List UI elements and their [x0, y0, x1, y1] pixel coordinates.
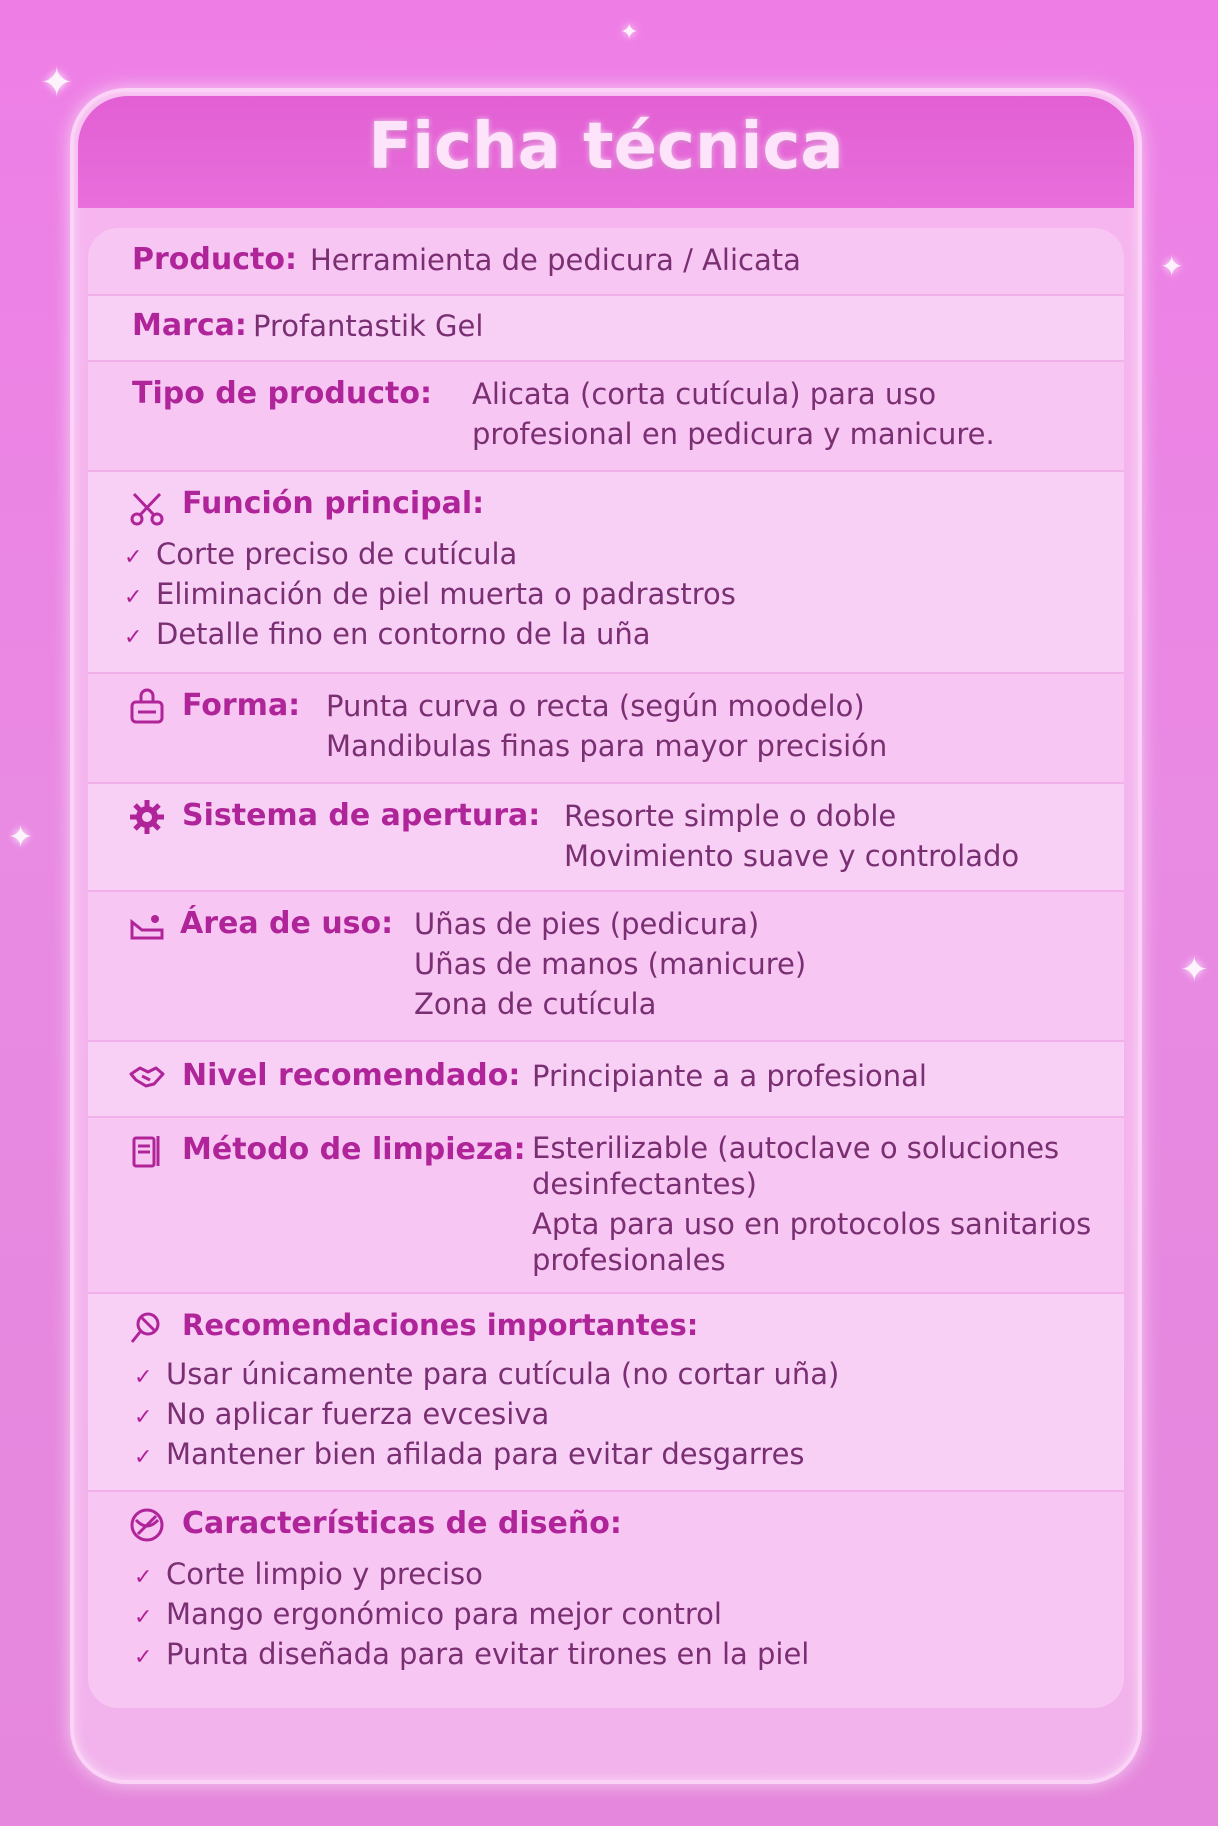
limpieza-label: Método de limpieza:	[182, 1132, 526, 1167]
limpieza-line: Apta para uso en protocolos sanitarios	[532, 1207, 1092, 1241]
area-line: Zona de cutícula	[414, 987, 657, 1021]
forma-label: Forma:	[182, 688, 301, 723]
tipo-label: Tipo de producto:	[132, 376, 432, 411]
check-icon: ✓	[134, 1565, 153, 1590]
caracteristicas-list	[134, 1554, 809, 1674]
foot-icon	[128, 908, 166, 946]
caracteristicas-label: Características de diseño:	[182, 1506, 622, 1541]
recomendaciones-list	[134, 1354, 839, 1474]
marca-label: Marca:	[132, 308, 247, 343]
sterilize-icon	[128, 1132, 166, 1170]
list-item: ✓ Corte limpio y preciso	[134, 1554, 809, 1594]
sparkle: ✦	[620, 20, 639, 45]
area-line: Uñas de manos (manicure)	[414, 947, 807, 981]
list-item: ✓ Eliminación de piel muerta o padrastros	[124, 574, 736, 614]
row-caracteristicas	[88, 1492, 1124, 1708]
apertura-line: Movimiento suave y controlado	[564, 839, 1020, 873]
apertura-label: Sistema de apertura:	[182, 798, 541, 833]
list-item: ✓ No aplicar fuerza evcesiva	[134, 1394, 839, 1434]
check-icon: ✓	[124, 585, 143, 610]
tipo-line: profesional en pedicura y manicure.	[472, 417, 995, 451]
apertura-value	[564, 796, 1019, 876]
list-item: ✓ Detalle fino en contorno de la uña	[124, 614, 736, 654]
row-forma	[88, 674, 1124, 784]
check-icon: ✓	[134, 1645, 153, 1670]
row-nivel	[88, 1042, 1124, 1118]
sparkle: ✦	[1180, 950, 1209, 990]
row-limpieza	[88, 1118, 1124, 1294]
apertura-line: Resorte simple o doble	[564, 799, 897, 833]
check-icon: ✓	[124, 545, 143, 570]
spec-panel	[88, 228, 1124, 1708]
limpieza-line: Esterilizable (autoclave o soluciones	[532, 1131, 1060, 1165]
scissors-icon	[128, 490, 166, 528]
list-item: ✓ Usar únicamente para cutícula (no cortar uña)	[134, 1354, 839, 1394]
gear-icon	[128, 798, 166, 836]
forma-line: Punta curva o recta (según moodelo)	[326, 689, 865, 723]
limpieza-line: profesionales	[532, 1243, 726, 1277]
row-area	[88, 892, 1124, 1042]
marca-value: Profantastik Gel	[253, 309, 484, 343]
tipo-value	[472, 374, 995, 454]
tipo-line: Alicata (corta cutícula) para uso	[472, 377, 937, 411]
row-marca	[88, 296, 1124, 362]
row-recomendaciones	[88, 1294, 1124, 1492]
check-icon: ✓	[134, 1445, 153, 1470]
page-title: Ficha técnica	[368, 110, 844, 184]
producto-label: Producto:	[132, 242, 297, 277]
row-apertura	[88, 784, 1124, 892]
card-header	[78, 96, 1134, 208]
area-label: Área de uso:	[180, 906, 394, 941]
row-producto	[88, 228, 1124, 296]
forma-line: Mandibulas finas para mayor precisión	[326, 729, 888, 763]
area-line: Uñas de pies (pedicura)	[414, 907, 760, 941]
row-tipo	[88, 362, 1124, 472]
design-icon	[128, 1506, 166, 1544]
tool-bag-icon	[128, 688, 166, 726]
limpieza-value	[532, 1130, 1091, 1278]
check-icon: ✓	[134, 1365, 153, 1390]
funcion-list	[124, 534, 736, 654]
spec-card	[70, 88, 1142, 1784]
list-item: ✓ Punta diseñada para evitar tirones en la piel	[134, 1634, 809, 1674]
area-value	[414, 904, 806, 1024]
limpieza-line: desinfectantes)	[532, 1167, 757, 1201]
list-item: ✓ Corte preciso de cutícula	[124, 534, 736, 574]
sparkle: ✦	[40, 60, 74, 106]
check-icon: ✓	[134, 1605, 153, 1630]
sparkle: ✦	[8, 820, 34, 855]
row-funcion	[88, 472, 1124, 674]
recomendaciones-label: Recomendaciones importantes:	[182, 1308, 699, 1342]
check-icon: ✓	[124, 625, 143, 650]
funcion-label: Función principal:	[182, 486, 485, 521]
forma-value	[326, 686, 887, 766]
nivel-label: Nivel recomendado:	[182, 1058, 521, 1093]
nivel-value: Principiante a a profesional	[532, 1059, 927, 1093]
check-icon: ✓	[134, 1405, 153, 1430]
producto-value: Herramienta de pedicura / Alicata	[310, 243, 801, 277]
list-item: ✓ Mantener bien afilada para evitar desgarres	[134, 1434, 839, 1474]
warning-tool-icon	[128, 1308, 166, 1346]
list-item: ✓ Mango ergonómico para mejor control	[134, 1594, 809, 1634]
handshake-icon	[128, 1058, 166, 1096]
sparkle: ✦	[1160, 250, 1184, 283]
